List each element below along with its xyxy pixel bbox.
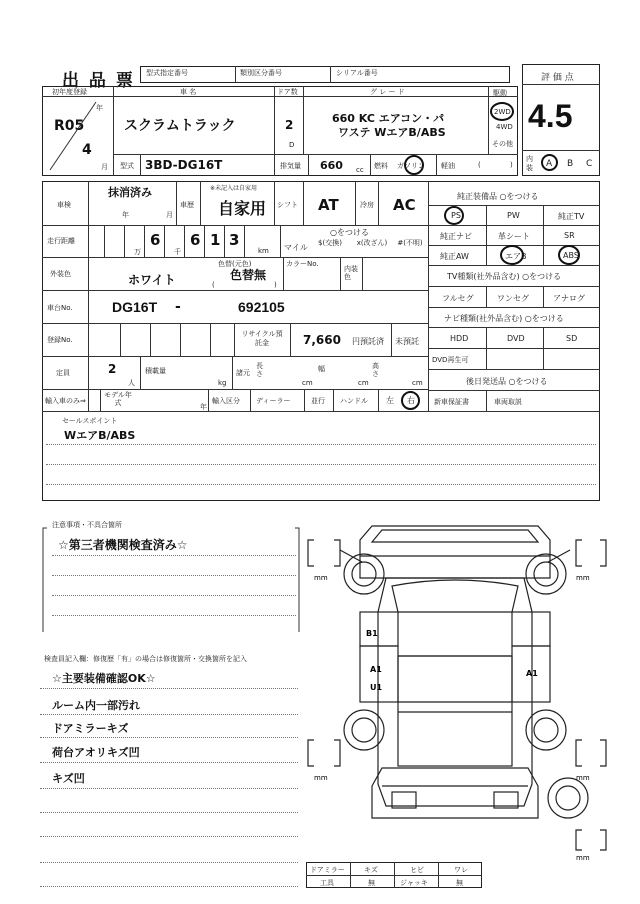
mark-a1-right: A1 — [526, 669, 538, 678]
doors-value: 2 — [285, 118, 294, 132]
mm-bottom-right: mm — [576, 774, 590, 782]
legend-jack: ジャッキ — [400, 879, 428, 887]
mileage-opts-title: ○をつける — [330, 228, 369, 237]
era-value: R05 — [54, 118, 85, 134]
equip-aw: 純正AW — [440, 252, 469, 261]
later-title: 後日発送品 ○をつける — [466, 377, 548, 386]
mileage-opt-unknown: #(不明) — [397, 239, 423, 247]
tv-title: TV種類(社外品含む) ○をつける — [447, 272, 562, 281]
mark-u1: U1 — [370, 683, 383, 692]
capacity-label: 定員 — [56, 369, 70, 377]
mm-top-left: mm — [314, 574, 328, 582]
height-label: 高さ — [372, 362, 379, 378]
doors-label: ドア数 — [277, 88, 298, 96]
class-code-label: 類別区分番号 — [240, 69, 282, 77]
mileage-opt-exchange: $(交換) — [318, 239, 342, 247]
load-unit: kg — [218, 379, 227, 387]
month-value: 4 — [82, 142, 92, 158]
ac-label: 冷房 — [360, 201, 374, 209]
interior-grade-c: C — [586, 159, 593, 169]
equip-airbag-circle — [500, 245, 524, 265]
import-parallel: 並行 — [311, 397, 325, 405]
navi-hdd: HDD — [450, 334, 469, 343]
handle-left: 左 — [386, 396, 394, 405]
tv-oneseg: ワンセグ — [497, 294, 529, 303]
handle-circle — [401, 391, 420, 410]
recycle-unpaid: 未預託 — [395, 337, 419, 346]
equip-ps-circle — [444, 206, 464, 225]
chassis-label: 車台No. — [47, 304, 73, 312]
model-value: 3BD-DG16T — [145, 158, 223, 172]
equip-pw: PW — [507, 211, 520, 220]
recycle-value: 7,660 — [303, 333, 341, 347]
mileage-opt-mile: マイル — [284, 243, 308, 252]
length-unit: cm — [302, 379, 313, 387]
mm-top-right: mm — [576, 574, 590, 582]
shift-label: シフト — [277, 201, 298, 209]
equip-ps: PS — [451, 211, 461, 220]
ac-value: AC — [393, 196, 416, 214]
load-label: 積載量 — [145, 367, 166, 375]
history-note: ※未記入は自家用 — [210, 185, 258, 192]
displacement-value: 660 — [320, 159, 343, 172]
note-item-2: ルーム内一部汚れ — [52, 699, 140, 712]
notes-label: 注意事項・不具合箇所 — [52, 521, 122, 529]
width-label: 幅 — [318, 365, 325, 373]
note-item-1: ☆主要装備確認OK☆ — [52, 672, 156, 685]
grade-line1: 660 KC エアコン・パ — [332, 112, 445, 125]
mileage-digit-1: 6 — [150, 231, 161, 249]
repaint-label: 色替(元色) — [218, 260, 252, 268]
serial-label: シリアル番号 — [336, 69, 378, 77]
displacement-unit: cc — [356, 166, 364, 174]
tv-fullseg: フルセグ — [442, 294, 474, 303]
doors-unit: D — [289, 141, 295, 149]
first-reg-label: 初年度登録 — [52, 88, 87, 96]
model-label: 型式 — [120, 162, 134, 170]
car-name-label: 車 名 — [180, 88, 197, 96]
equip-abs: ABS — [563, 251, 579, 260]
shift-value: AT — [318, 196, 339, 214]
drive-other: その他 — [492, 140, 513, 148]
interior-grade-circle — [541, 154, 558, 171]
rating-value: 4.5 — [528, 98, 573, 134]
year-unit: 年 — [96, 104, 103, 112]
interior-grade-b: B — [567, 159, 574, 169]
legend-break: ワレ — [454, 866, 468, 874]
mark-a1-left: A1 — [370, 665, 382, 674]
mileage-digit-2: 6 — [190, 231, 201, 249]
rating-label: 評 価 点 — [541, 73, 574, 83]
type-code-label: 型式指定番号 — [146, 69, 188, 77]
dvd-playback: DVD再生可 — [432, 356, 469, 364]
repaint-value: 色替無 — [230, 268, 267, 282]
equip-abs-circle — [558, 245, 580, 265]
mileage-digit-4: 3 — [229, 231, 240, 249]
dims-label: 諸元 — [236, 369, 250, 377]
equip-airbag: エアB — [505, 252, 527, 261]
equip-sr: SR — [564, 231, 575, 240]
equip-navi: 純正ナビ — [440, 232, 472, 241]
handle-label: ハンドル — [340, 397, 368, 405]
color-no-label: カラーNo. — [286, 260, 319, 268]
inspector-label: 検査員記入欄：修復歴「有」の場合は修復箇所・交換箇所を記入 — [44, 655, 247, 663]
damage-diagram — [300, 516, 610, 862]
chassis-dash: - — [175, 299, 181, 315]
mark-b1: B1 — [366, 629, 378, 638]
mileage-unit-km: km — [258, 247, 269, 255]
fuel-gasoline: ガソリン — [397, 162, 425, 170]
interior-grade-a: A — [546, 159, 553, 169]
handle-right: 右 — [407, 396, 415, 405]
chassis-prefix: DG16T — [112, 299, 158, 315]
legend-scratch: キズ — [364, 866, 378, 874]
repaint-paren-open: ( — [212, 281, 215, 289]
tv-analog: アナログ — [553, 294, 585, 303]
inspection-month-unit: 月 — [166, 211, 173, 219]
displacement-label: 排気量 — [280, 162, 301, 170]
drive-label: 駆動 — [493, 89, 507, 97]
drive-4wd: 4WD — [496, 123, 513, 131]
legend-tools: 工具 — [320, 879, 334, 887]
exterior-value: ホワイト — [128, 273, 176, 287]
fuel-circle — [404, 155, 424, 175]
mileage-opt-tampered: x(改ざん) — [356, 239, 388, 247]
legend-door-mirror: ドアミラー — [310, 866, 345, 874]
mm-bottom-left: mm — [314, 774, 328, 782]
equip-tv: 純正TV — [558, 212, 585, 221]
navi-sd: SD — [566, 334, 578, 343]
interior-color-label: 内装色 — [344, 265, 358, 281]
fuel-paren-close: ) — [510, 161, 513, 169]
navi-title: ナビ種類(社外品含む) ○をつける — [444, 314, 564, 323]
import-class-label: 輸入区分 — [212, 397, 240, 405]
history-label: 車歴 — [180, 201, 194, 209]
grade-line2: ワステ WエアB/ABS — [338, 126, 446, 139]
mileage-label: 走行距離 — [47, 237, 75, 245]
note-item-5: キズ凹 — [52, 772, 85, 785]
model-year-label: モデル年式 — [104, 391, 132, 407]
width-unit: cm — [358, 379, 369, 387]
mileage-digit-3: 1 — [210, 231, 221, 249]
sales-point-label: セールスポイント — [62, 417, 118, 425]
model-year-unit: 年 — [200, 403, 207, 411]
fuel-paren-open: ( — [478, 161, 481, 169]
mileage-unit-man: 万 — [134, 248, 141, 256]
grade-label: グ レ ー ド — [370, 88, 405, 96]
legend-jack-value: 無 — [456, 879, 463, 887]
later-warranty: 新車保証書 — [434, 398, 469, 406]
exterior-label: 外装色 — [50, 270, 71, 278]
chassis-number: 692105 — [238, 299, 285, 315]
mileage-unit-sen: 千 — [174, 248, 181, 256]
reg-no-label: 登録No. — [47, 336, 73, 344]
page-title: 出 品 票 — [62, 71, 135, 91]
codes-box — [140, 66, 510, 83]
capacity-unit: 人 — [128, 379, 135, 387]
inspection-label: 車検 — [57, 201, 71, 209]
navi-dvd: DVD — [507, 334, 525, 343]
inspection-year-unit: 年 — [122, 211, 129, 219]
capacity-value: 2 — [108, 362, 117, 376]
equip-leather: 革シート — [498, 232, 530, 241]
recycle-label: リサイクル預託金 — [241, 330, 283, 347]
legend-tools-value: 無 — [368, 879, 375, 887]
note-item-4: 荷台アオリキズ凹 — [52, 746, 140, 759]
car-name: スクラムトラック — [124, 118, 236, 134]
length-label: 長さ — [256, 362, 263, 378]
interior-grade-label: 内装 — [526, 155, 533, 172]
height-unit: cm — [412, 379, 423, 387]
inspection-value: 抹消済み — [108, 186, 152, 199]
fuel-light-oil: 軽油 — [441, 162, 455, 170]
repaint-paren-close: ) — [274, 281, 277, 289]
sales-point-text: WエアB/ABS — [64, 429, 136, 442]
import-dealer: ディーラー — [256, 397, 291, 405]
month-unit: 月 — [101, 163, 108, 171]
drive-circle — [490, 102, 514, 121]
mm-spare: mm — [576, 854, 590, 862]
drive-2wd: 2WD — [494, 108, 511, 116]
later-manual: 車両取説 — [494, 398, 522, 406]
equipment-title: 純正装備品 ○をつける — [457, 192, 539, 201]
notes-line1: ☆第三者機関検査済み☆ — [58, 538, 188, 552]
note-item-3: ドアミラーキズ — [52, 722, 129, 735]
import-label: 輸入車のみ⇒ — [45, 397, 86, 405]
fuel-label: 燃料 — [374, 162, 388, 170]
recycle-unit: 円預託済 — [352, 337, 384, 346]
history-value: 自家用 — [218, 199, 267, 218]
legend-crack: ヒビ — [410, 866, 424, 874]
